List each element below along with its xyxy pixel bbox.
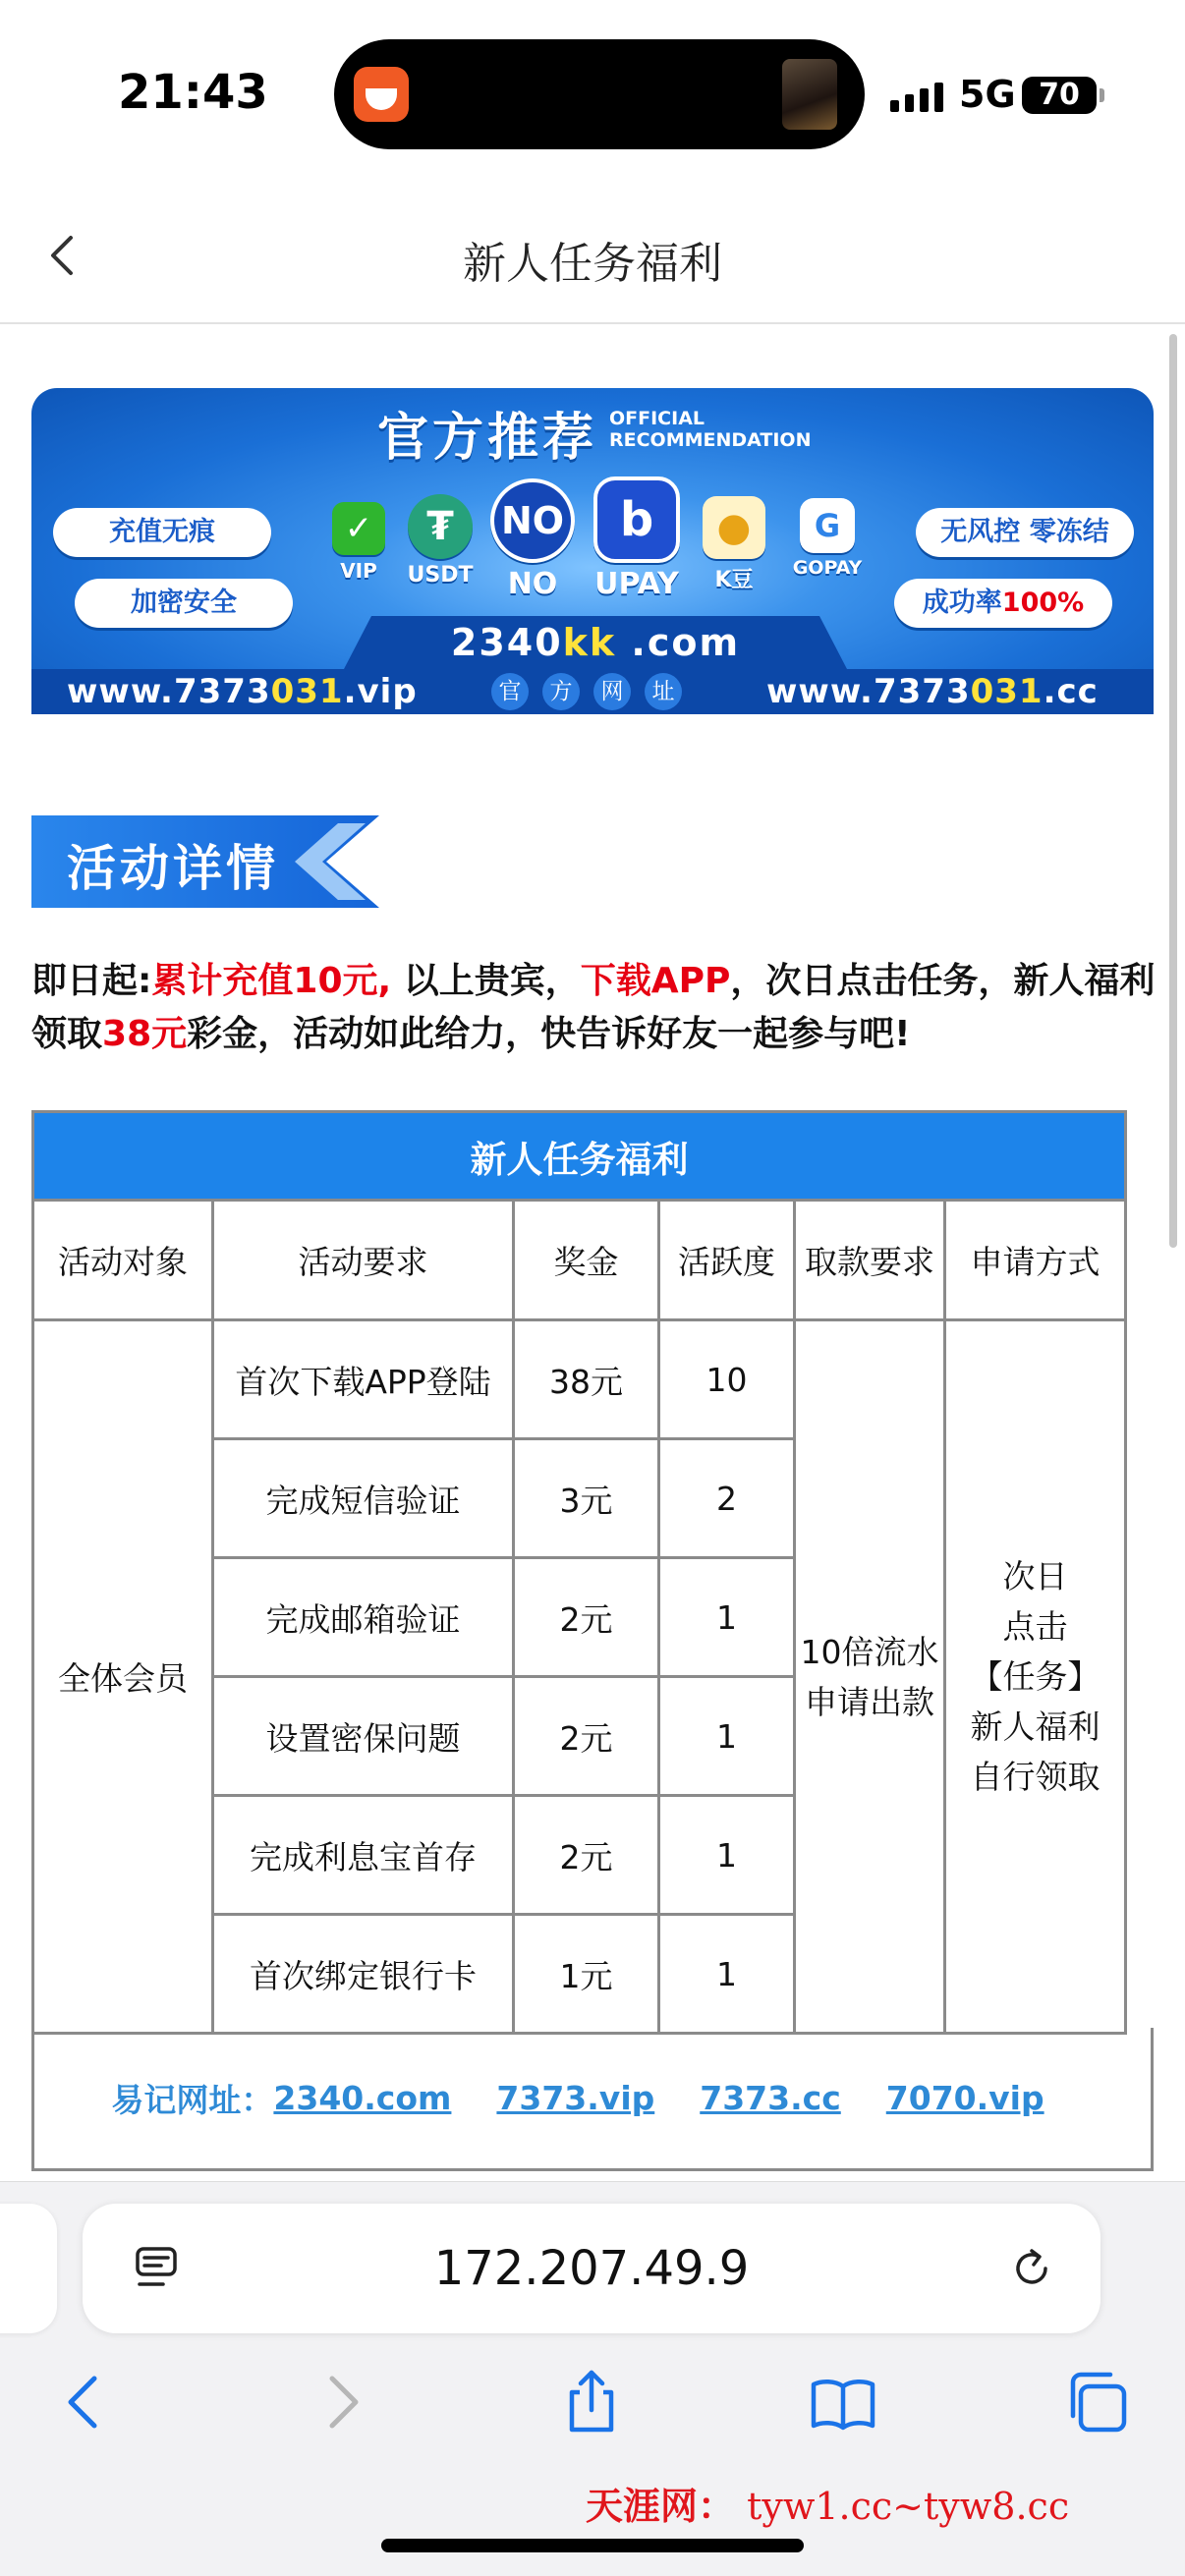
section-tag: 活动详情 [31,815,379,908]
col-header-withdraw: 取款要求 [795,1201,945,1320]
bonus-cell: 38元 [514,1320,659,1439]
back-arrow-icon[interactable] [47,2365,122,2439]
gopay-icon: G [800,498,855,553]
pill-recharge: 充值无痕 [53,508,271,557]
banner-footer [31,669,1154,714]
pay-method-vip: ✓ VIP [324,488,393,583]
activity-cell: 1 [659,1796,795,1915]
kdou-icon: ● [703,496,765,559]
official-site-label: 官 方 网 址 [491,673,682,710]
link-2340-com[interactable]: 2340.com [273,2079,452,2117]
bookmarks-icon[interactable] [806,2365,880,2439]
pill-success-rate: 成功率100% [894,579,1112,628]
activity-cell: 10 [659,1320,795,1439]
table-title: 新人任务福利 [33,1112,1126,1201]
link-7373-vip[interactable]: 7373.vip [496,2079,655,2117]
cellular-signal-icon [890,83,943,112]
task-cell: 首次绑定银行卡 [213,1915,514,2034]
col-header-apply: 申请方式 [945,1201,1126,1320]
banner-title: 官方推荐 [377,409,598,468]
dynamic-island[interactable] [334,39,865,149]
col-header-activity: 活跃度 [659,1201,795,1320]
media-thumbnail [782,59,837,130]
tabs-overview-icon[interactable] [1059,2365,1134,2439]
table-row [33,1320,1126,1439]
col-header-target: 活动对象 [33,1201,213,1320]
network-type: 5G [959,73,1016,116]
apply-cell: 次日 点击 【任务】 新人福利 自行领取 [945,1320,1126,2034]
task-cell: 完成邮箱验证 [213,1558,514,1677]
address-bar[interactable] [83,2204,1100,2333]
banner-title-en: OFFICIAL RECOMMENDATION [609,408,812,451]
pill-no-risk: 无风控 零冻结 [916,508,1134,557]
pay-method-gopay: G GOPAY [780,488,875,579]
footer-url-cc[interactable]: www.7373031.cc [766,672,1099,711]
page-title: 新人任务福利 [463,239,722,289]
promo-banner[interactable] [31,388,1154,714]
address-text[interactable]: 172.207.49.9 [433,2241,750,2296]
pay-method-kdou: ● K豆 [692,488,776,593]
previous-tab-peek[interactable] [0,2204,57,2333]
main-domain[interactable]: 2340kk .com [450,621,741,664]
task-table [31,1110,1124,2035]
activity-cell: 1 [659,1677,795,1796]
scrollbar-thumb[interactable] [1169,334,1177,1248]
bonus-cell: 2元 [514,1558,659,1677]
home-indicator[interactable] [381,2539,804,2552]
battery-icon: 70 [1022,77,1097,114]
upay-icon: b [593,476,680,563]
pay-method-usdt: ₮ USDT [399,488,481,588]
activity-cell: 2 [659,1439,795,1558]
task-cell: 首次下载APP登陆 [213,1320,514,1439]
task-cell: 完成利息宝首存 [213,1796,514,1915]
task-cell: 设置密保问题 [213,1677,514,1796]
link-7070-vip[interactable]: 7070.vip [885,2079,1044,2117]
easy-domains [31,2028,1154,2171]
easy-domains-label: 易记网址： [111,2081,274,2119]
task-cell: 完成短信验证 [213,1439,514,1558]
no-wallet-icon: NO [490,478,575,563]
table-header-row [33,1201,1126,1320]
watermark: 天涯网： tyw1.cc~tyw8.cc [586,2484,1070,2528]
status-bar [0,0,1185,187]
pay-method-no: NO NO [483,478,582,601]
activity-cell: 1 [659,1558,795,1677]
reload-icon[interactable] [1006,2243,1057,2294]
forward-arrow-icon[interactable] [305,2365,379,2439]
target-cell: 全体会员 [33,1320,213,2034]
bonus-cell: 1元 [514,1915,659,2034]
status-time: 21:43 [118,65,268,120]
link-7373-cc[interactable]: 7373.cc [700,2079,841,2117]
col-header-task: 活动要求 [213,1201,514,1320]
activity-cell: 1 [659,1915,795,2034]
intro-text: 即日起:累计充值10元, 以上贵宾，下载APP，次日点击任务，新人福利领取38元彩金，活动如此给力，快告诉好友一起参与吧! [31,961,1156,1054]
nav-header [0,187,1185,324]
usdt-icon: ₮ [408,494,473,559]
footer-url-vip[interactable]: www.7373031.vip [67,672,418,711]
bonus-cell: 3元 [514,1439,659,1558]
withdraw-cell: 10倍流水 申请出款 [795,1320,945,2034]
live-activity-app-icon [354,67,409,122]
share-icon[interactable] [554,2365,629,2439]
col-header-bonus: 奖金 [514,1201,659,1320]
bonus-cell: 2元 [514,1796,659,1915]
pill-encrypted: 加密安全 [75,579,293,628]
pay-method-upay: b UPAY [582,476,692,601]
vip-pay-icon: ✓ [332,502,385,555]
bonus-cell: 2元 [514,1677,659,1796]
